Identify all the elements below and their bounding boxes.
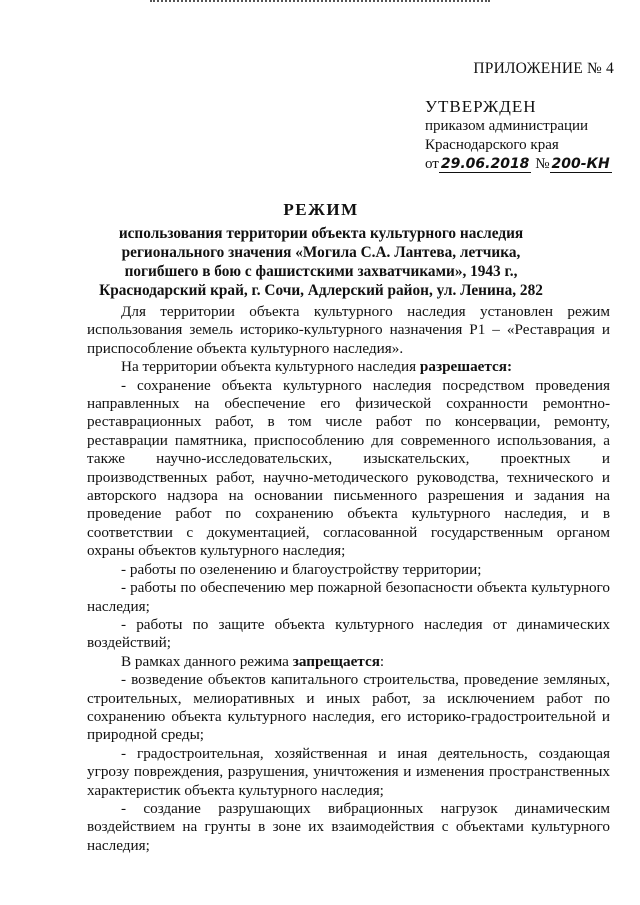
- allowed-item: - работы по защите объекта культурного наследия от динамических воздействий;: [87, 615, 610, 652]
- forbidden-heading: [87, 653, 610, 671]
- allowed-item: - работы по обеспечению мер пожарной безопасности объекта культурного наследия;: [87, 579, 610, 615]
- forbidden-lead: В рамках данного режима: [121, 652, 289, 670]
- allowed-heading: [87, 358, 610, 376]
- order-date-line: [425, 155, 625, 174]
- date-prefix: от: [425, 156, 439, 172]
- document-title-block: [86, 200, 556, 300]
- scan-top-marks: [150, 0, 490, 6]
- allowed-item: - работы по озеленению и благоустройству территории;: [121, 560, 482, 578]
- document-body: [87, 303, 610, 855]
- allowed-word: разрешается:: [419, 358, 513, 376]
- allowed-lead: На территории объекта культурного наследия: [121, 358, 417, 376]
- allowed-item: - сохранение объекта культурного наследия посредством проведения направленных на обеспечение его физической сохранности ремонтно-реставрационных работ, в том числе работ по консервации, ремонту, реставрации памятника, приспособлению для современного использования, а также научно-исследовательских, изыскательских, проектных и производственных работ, научно-методического руководства, технического и авторского надзора на основании письменного разрешения и задания на проведение работ по сохранению объекта культурного наследия, и в соответствии с документацией, согласованной государственным органом охраны объектов культурного наследия;: [87, 376, 610, 560]
- forbidden-item: - возведение объектов капитального строительства, проведение земляных, строительных, мелиоративных и иных работ, за исключением работ по сохранению объекта культурного наследия, его историко-градостроительной и природной среды;: [87, 671, 610, 744]
- forbidden-word: запрещается: [292, 652, 380, 670]
- order-line-1: приказом администрации: [425, 118, 589, 134]
- number-prefix: №: [535, 156, 550, 172]
- forbidden-item: - градостроительная, хозяйственная и иная деятельность, создающая угрозу повреждения, разрушения, уничтожения и изменения пространственных характеристик объекта культурного наследия;: [87, 744, 610, 799]
- handwritten-date: 29.06.2018: [440, 156, 530, 172]
- appendix-label: ПРИЛОЖЕНИЕ № 4: [473, 60, 614, 77]
- approval-block: [425, 97, 625, 174]
- document-title: РЕЖИМ: [283, 200, 359, 219]
- forbidden-item: - создание разрушающих вибрационных нагрузок динамическим воздействием на грунты в зоне их взаимодействия с объектами культурного наследия;: [87, 799, 610, 854]
- forbidden-colon: :: [379, 652, 385, 670]
- order-line-2: Краснодарского края: [425, 137, 559, 153]
- approved-heading: УТВЕРЖДЕН: [425, 97, 537, 116]
- handwritten-number: 200-КН: [551, 156, 610, 172]
- document-subtitle: использования территории объекта культурного наследия регионального значения «Могила С.А. Лантева, летчика, погибшего в бою с фашистскими захватчиками», 1943 г., Краснодарский край, г. Сочи, Адлерский район, ул. Ленина, 282: [99, 225, 543, 299]
- intro-paragraph: Для территории объекта культурного наследия установлен режим использования земель историко-культурного назначения Р1 – «Реставрация и приспособление объекта культурного наследия».: [87, 303, 610, 357]
